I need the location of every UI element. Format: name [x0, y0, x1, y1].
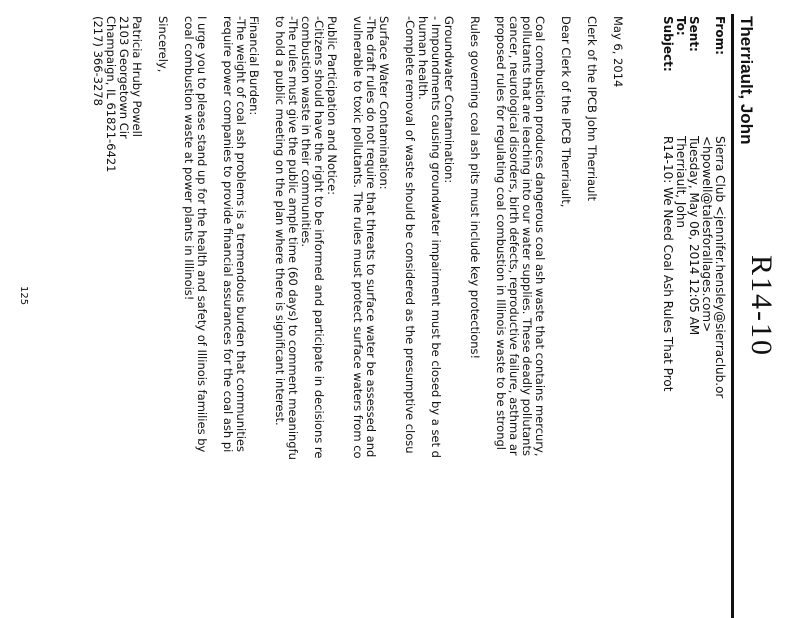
- subject-row: [661, 16, 674, 616]
- sent-label: Sent:: [687, 16, 701, 52]
- document-number: R14-10: [745, 255, 778, 357]
- signoff: Sincerely,: [156, 16, 170, 73]
- signature-city: Champaign, IL 61821-6421: [104, 16, 118, 173]
- groundwater-section: [403, 16, 455, 618]
- to-value: Therriault, John: [674, 136, 688, 229]
- financial-section: [221, 16, 260, 618]
- sent-row: [687, 16, 700, 616]
- signature-block: [91, 16, 143, 618]
- page-number: 125: [18, 286, 29, 306]
- intro-line: Coal combustion produces dangerous coal ash waste that contains mercury,: [533, 16, 547, 457]
- subject-value: R14-10: We Need Coal Ash Rules That Prot: [661, 136, 675, 392]
- letter-address: Clerk of the IPCB John Therriault: [585, 16, 599, 202]
- header-divider: [731, 14, 734, 618]
- sender-name-heading: Therriault, John: [737, 16, 756, 145]
- subject-label: Subject:: [661, 16, 675, 72]
- from-row-continued: [700, 16, 713, 616]
- participation-line: to hold a public meeting on the plan where there is significant interest.: [273, 16, 287, 426]
- surface-water-heading: Surface Water Contamination:: [377, 16, 391, 190]
- email-header: [661, 16, 726, 616]
- groundwater-line: - Impoundments causing groundwater impairment must be closed by a set d: [429, 16, 443, 458]
- rules-intro: Rules governing coal ash pits must include key protections!: [468, 16, 482, 360]
- financial-line: -The weight of coal ash problems is a tremendous burden that communities: [234, 16, 248, 452]
- intro-paragraph: [494, 16, 546, 618]
- groundwater-line: human health.: [416, 16, 430, 100]
- financial-heading: Financial Burden:: [247, 16, 261, 116]
- closing-line: coal combustion waste at power plants in Illinois!: [182, 16, 196, 301]
- intro-line: cancer, neurological disorders, birth defects, reproductive failure, asthma ar: [507, 16, 521, 456]
- intro-line: pollutants that are leaching into our water supplies. These deadly pollutants: [520, 16, 534, 456]
- from-value: Sierra Club <jennifer.hensley@sierraclub.or: [713, 136, 727, 399]
- closing-plea: [182, 16, 208, 618]
- surface-water-line: -The draft rules do not require that threats to surface water be assessed and: [364, 16, 378, 458]
- to-row: [674, 16, 687, 616]
- surface-water-section: [351, 16, 390, 618]
- participation-line: combustion waste in their communities.: [299, 16, 313, 248]
- closing-line: I urge you to please stand up for the health and safety of Illinois families by: [195, 16, 209, 453]
- financial-line: require power companies to provide financial assurances for the coal ash pi: [221, 16, 235, 453]
- letter-date: May 6, 2014: [611, 16, 625, 88]
- signature-phone: (217) 366-3278: [91, 16, 105, 106]
- from-value-continued: <hpowell@talesforallages.com>: [700, 136, 714, 333]
- from-row: [713, 16, 726, 616]
- participation-line: -Citizens should have the right to be informed and participate in decisions re: [312, 16, 326, 459]
- groundwater-line: -Complete removal of waste should be considered as the presumptive closu: [403, 16, 417, 454]
- signature-name: Patricia Hruby Powell: [130, 16, 144, 137]
- participation-heading: Public Participation and Notice:: [325, 16, 339, 196]
- surface-water-line: vulnerable to toxic pollutants. The rules must protect surface waters from co: [351, 16, 365, 459]
- to-label: To:: [674, 16, 688, 36]
- intro-line: proposed rules for regulating coal combustion in Illinois waste to be strongl: [494, 16, 508, 450]
- sent-value: Tuesday, May 06, 2014 12:05 AM: [687, 136, 701, 336]
- participation-section: [273, 16, 338, 618]
- from-label: From:: [713, 16, 727, 55]
- signature-street: 2103 Georgetown Cir: [117, 16, 131, 139]
- participation-line: -The rules must give the public ample time (60 days) to comment meaningfu: [286, 16, 300, 460]
- letter-body: [91, 16, 624, 618]
- groundwater-heading: Groundwater Contamination:: [442, 16, 456, 184]
- letter-salutation: Dear Clerk of the IPCB Therriault,: [559, 16, 573, 208]
